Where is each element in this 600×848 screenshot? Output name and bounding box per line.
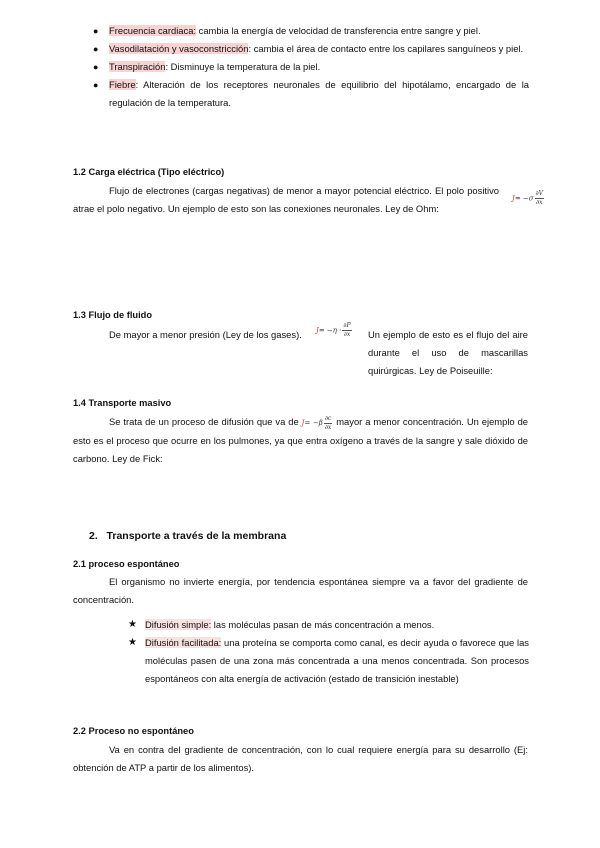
formula-lhs: J: [512, 194, 515, 203]
list-item: [93, 40, 529, 58]
thermoregulation-list: [93, 22, 529, 112]
formula-numerator: ∂P: [343, 322, 351, 329]
formula-numerator: ∂c: [324, 414, 332, 422]
highlighted-term: Difusión simple:: [145, 619, 212, 630]
list-item: [93, 22, 529, 40]
section-body-2-1: [73, 573, 528, 609]
section-heading-1-3: 1.3 Flujo de fluido: [73, 310, 153, 320]
formula-denominator: ∂x: [343, 331, 351, 338]
formula-fraction: [342, 322, 351, 339]
paragraph-text: Va en contra del gradiente de concentración, con lo cual requiere energía para su desarrollo (Ej: obtención de ATP a partir de los alimentos).: [73, 744, 528, 773]
highlighted-term: Difusión facilitada:: [145, 637, 222, 648]
item-text: las moléculas pasan de más concentración a menos.: [211, 619, 435, 630]
paragraph-text-start: Se trata de un proceso de difusión que va de: [109, 416, 299, 427]
formula-denominator: ∂x: [324, 423, 332, 431]
section-number: 2.: [89, 530, 98, 542]
highlighted-term: Fiebre: [109, 79, 136, 90]
section-body-2-2: [73, 741, 528, 777]
fick-law-formula: [301, 414, 334, 431]
formula-operator: = −σ: [514, 194, 534, 203]
poiseuille-formula: [316, 322, 353, 339]
formula-operator: = −β: [304, 419, 323, 427]
bullet-icon: ●: [93, 44, 99, 54]
formula-lhs: J: [316, 326, 319, 335]
paragraph-text: Un ejemplo de esto es el flujo del aire durante el uso de mascarillas quirúrgicas. Ley de Poiseuille:: [368, 329, 528, 376]
section-heading-2: [89, 530, 286, 542]
formula-lhs: J: [301, 419, 305, 427]
star-icon: ★: [128, 637, 137, 648]
formula-fraction: [324, 415, 332, 432]
formula-denominator: ∂x: [536, 199, 543, 206]
item-text: cambia la energía de velocidad de transferencia entre sangre y piel.: [196, 25, 481, 36]
item-text: una proteína se comporta como canal, es decir ayuda o favorece que las moléculas pasen de una zona más concentrada a una menos concentrada. Son procesos espontáneos con alta energía de activación (estado de transición inestable): [145, 637, 529, 684]
list-item: [128, 616, 529, 634]
spontaneous-process-list: [128, 616, 529, 688]
section-heading-1-4: 1.4 Transporte masivo: [73, 398, 172, 408]
section-heading-2-1: 2.1 proceso espontáneo: [73, 559, 180, 569]
formula-operator: = −η ·: [318, 326, 342, 335]
star-icon: ★: [128, 619, 137, 630]
section-body-1-2: [73, 182, 499, 218]
paragraph-text-end: mayor a menor concentración. Un ejemplo de esto es el proceso que ocurre en los pulmones, ya que entra oxígeno a través de la sangre y sale dióxido de carbono. Ley de Fick:: [73, 416, 528, 464]
section-heading-2-2: 2.2 Proceso no espontáneo: [73, 726, 194, 736]
bullet-icon: ●: [93, 26, 99, 36]
item-text: : Disminuye la temperatura de la piel.: [165, 61, 321, 72]
item-text: : Alteración de los receptores neuronales de equilibrio del hipotálamo, encargado de la regulación de la temperatura.: [109, 79, 529, 108]
formula-fraction: [535, 190, 544, 207]
highlighted-term: Vasodilatación y vasoconstricción: [109, 43, 249, 54]
list-item: [128, 634, 529, 688]
bullet-icon: ●: [93, 62, 99, 72]
section-body-1-3-left: [73, 326, 313, 344]
section-title: Transporte a través de la membrana: [106, 530, 287, 542]
list-item: [93, 76, 529, 112]
highlighted-term: Frecuencia cardiaca:: [109, 25, 197, 36]
section-heading-1-2: 1.2 Carga eléctrica (Tipo eléctrico): [73, 167, 225, 177]
list-item: [93, 58, 529, 76]
paragraph-text: El organismo no invierte energía, por tendencia espontánea siempre va a favor del gradiente de concentración.: [73, 576, 528, 605]
item-text: : cambia el área de contacto entre los capilares sanguíneos y piel.: [248, 43, 524, 54]
section-body-1-4: [73, 413, 528, 468]
paragraph-text: De mayor a menor presión (Ley de los gases).: [109, 329, 302, 340]
highlighted-term: Transpiración: [109, 61, 166, 72]
section-body-1-3-right: [368, 326, 528, 380]
ohm-law-formula: [512, 190, 545, 207]
paragraph-text: Flujo de electrones (cargas negativas) de menor a mayor potencial eléctrico. El polo positivo atrae el polo negativo. Un ejemplo de esto son las conexiones neuronales. Ley de Ohm:: [73, 185, 499, 214]
bullet-icon: ●: [93, 80, 99, 90]
formula-numerator: ∂V: [535, 190, 543, 197]
